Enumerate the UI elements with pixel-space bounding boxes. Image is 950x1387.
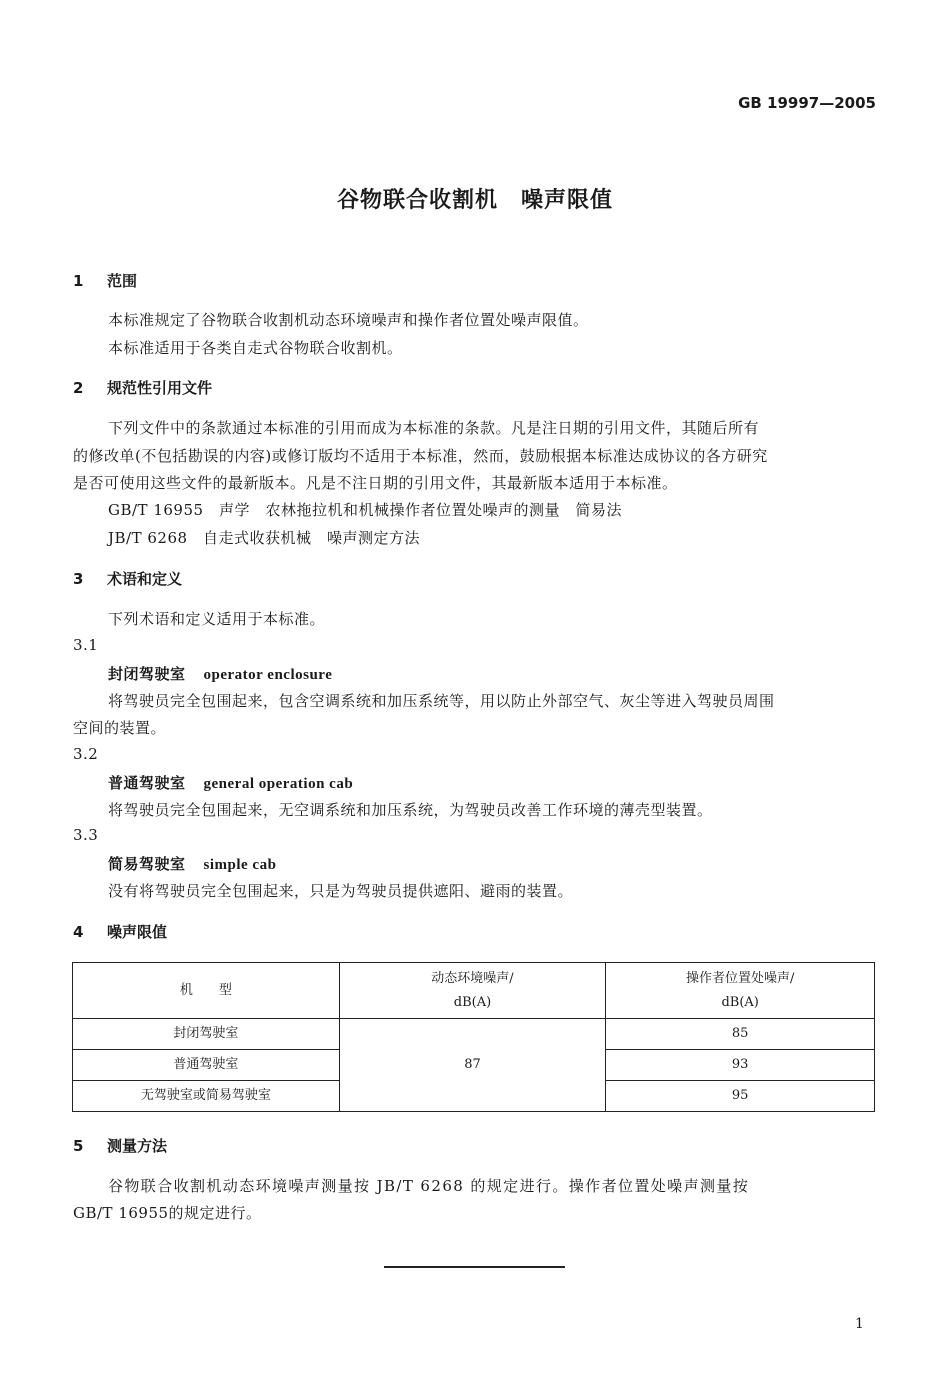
term-3-1-definition-line-1: 将驾驶员完全包围起来，包含空调系统和加压系统等，用以防止外部空气、灰尘等进入驾驶员周围 [108, 692, 775, 710]
header-machine-type: 机 型 [73, 963, 340, 1019]
section-2-line-1: 下列文件中的条款通过本标准的引用而成为本标准的条款。凡是注日期的引用文件，其随后所有 [108, 419, 760, 437]
row-1-type: 封闭驾驶室 [73, 1019, 340, 1050]
term-3-3-cn: 简易驾驶室 [108, 855, 186, 873]
term-3-3-en: simple cab [203, 857, 277, 873]
section-2-number: 2 [73, 379, 84, 397]
term-3-3-heading [108, 853, 276, 874]
header-operator-noise-unit: dB(A) [721, 994, 759, 1010]
standard-code: GB 19997—2005 [738, 94, 876, 112]
section-2-heading [73, 377, 212, 398]
section-3-number: 3 [73, 570, 84, 588]
term-3-2-en: general operation cab [203, 776, 354, 792]
term-3-3-definition: 没有将驾驶员完全包围起来，只是为驾驶员提供遮阳、避雨的装置。 [108, 882, 574, 900]
dynamic-noise-value: 87 [339, 1019, 606, 1112]
section-1-para-1: 本标准规定了谷物联合收割机动态环境噪声和操作者位置处噪声限值。 [108, 311, 589, 329]
section-5-line-1: 谷物联合收割机动态环境噪声测量按 JB/T 6268 的规定进行。操作者位置处噪声测量按 [108, 1177, 750, 1195]
row-1-operator-value: 85 [606, 1019, 875, 1050]
section-4-number: 4 [73, 923, 84, 941]
document-title: 谷物联合收割机 噪声限值 [336, 188, 613, 213]
header-dynamic-noise [339, 963, 606, 1019]
section-1-number: 1 [73, 272, 84, 290]
section-3-heading [73, 568, 182, 589]
section-3-title: 术语和定义 [107, 570, 183, 588]
section-2-line-2: 的修改单(不包括勘误的内容)或修订版均不适用于本标准，然而，鼓励根据本标准达成协议的各方研究 [73, 447, 768, 465]
section-1-heading [73, 270, 137, 291]
term-3-1-cn: 封闭驾驶室 [108, 665, 186, 683]
header-dynamic-noise-unit: dB(A) [453, 994, 492, 1010]
section-4-heading [73, 921, 167, 942]
header-operator-noise-label: 操作者位置处噪声/ [685, 970, 795, 986]
term-3-3-number: 3.3 [73, 826, 99, 844]
section-3-intro: 下列术语和定义适用于本标准。 [108, 610, 326, 628]
term-3-2-definition: 将驾驶员完全包围起来，无空调系统和加压系统，为驾驶员改善工作环境的薄壳型装置。 [108, 801, 713, 819]
section-1-title: 范围 [107, 272, 138, 290]
term-3-1-definition-line-2: 空间的装置。 [73, 719, 167, 737]
term-3-2-cn: 普通驾驶室 [108, 774, 186, 792]
row-2-type: 普通驾驶室 [73, 1050, 340, 1081]
section-5-number: 5 [73, 1137, 84, 1155]
header-operator-noise [606, 963, 875, 1019]
end-divider [384, 1266, 565, 1268]
row-2-operator-value: 93 [606, 1050, 875, 1081]
header-dynamic-noise-label: 动态环境噪声/ [431, 970, 514, 986]
term-3-1-heading [108, 663, 332, 684]
term-3-2-number: 3.2 [73, 745, 99, 763]
reference-gbt-16955: GB/T 16955 声学 农林拖拉机和机械操作者位置处噪声的测量 简易法 [108, 501, 623, 519]
term-3-1-number: 3.1 [73, 636, 99, 654]
section-5-line-2: GB/T 16955的规定进行。 [73, 1204, 262, 1222]
table-header-row [73, 963, 875, 1019]
reference-jbt-6268: JB/T 6268 自走式收获机械 噪声测定方法 [108, 529, 421, 547]
page-number: 1 [855, 1316, 864, 1332]
section-5-title: 测量方法 [107, 1137, 168, 1155]
table-row [73, 1019, 875, 1050]
section-2-line-3: 是否可使用这些文件的最新版本。凡是不注日期的引用文件，其最新版本适用于本标准。 [73, 474, 678, 492]
term-3-1-en: operator enclosure [203, 667, 333, 683]
section-5-heading [73, 1135, 167, 1156]
section-2-title: 规范性引用文件 [107, 379, 213, 397]
section-4-title: 噪声限值 [107, 923, 168, 941]
row-3-operator-value: 95 [606, 1081, 875, 1112]
noise-limits-table [72, 962, 875, 1112]
section-1-para-2: 本标准适用于各类自走式谷物联合收割机。 [108, 339, 403, 357]
row-3-type: 无驾驶室或简易驾驶室 [73, 1081, 340, 1112]
term-3-2-heading [108, 772, 353, 793]
